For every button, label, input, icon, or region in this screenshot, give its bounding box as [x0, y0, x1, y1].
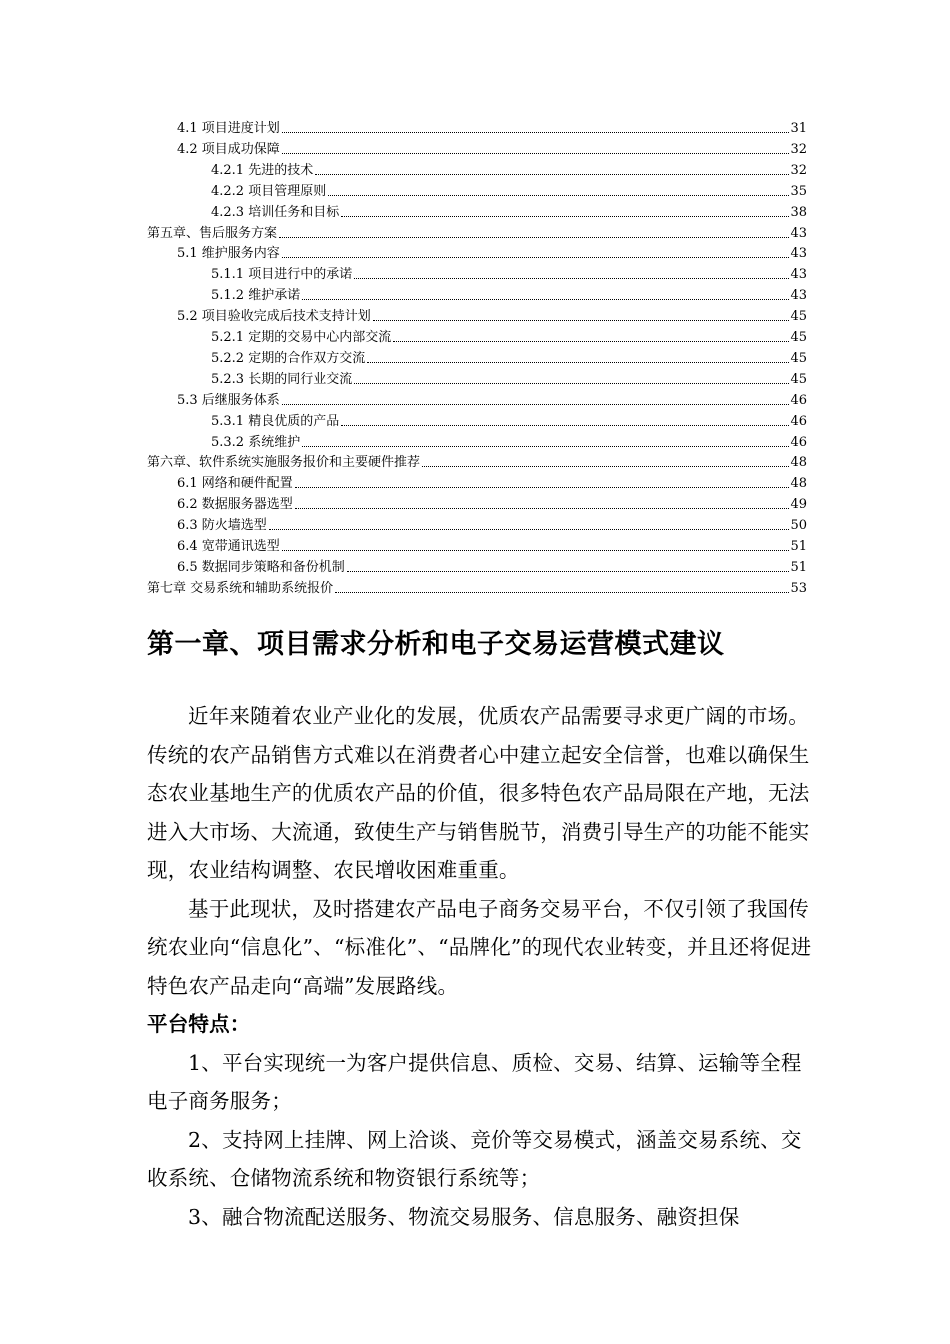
- features-heading: 平台特点：: [147, 1012, 251, 1036]
- toc-entry-label: 5.3.2 系统维护: [211, 434, 301, 450]
- toc-dot-leader: [354, 277, 789, 279]
- toc-page-number: 45: [790, 371, 807, 387]
- toc-entry[interactable]: [211, 158, 807, 178]
- toc-entry[interactable]: [211, 179, 807, 199]
- toc-page-number: 46: [790, 392, 807, 408]
- paragraph: 近年来随着农业产业化的发展，优质农产品需要寻求更广阔的市场。传统的农产品销售方式难以在消费者心中建立起安全信誉，也难以确保生态农业基地生产的优质农产品的价值，很多特色农产品局限在产地，无法进入大市场、大流通，致使生产与销售脱节，消费引导生产的功能不能实现，农业结构调整、农民增收困难重重。: [147, 704, 810, 882]
- toc-dot-leader: [295, 486, 790, 488]
- toc-dot-leader: [282, 152, 790, 154]
- toc-page-number: 46: [790, 434, 807, 450]
- toc-dot-leader: [302, 298, 789, 300]
- toc-entry[interactable]: [211, 367, 807, 387]
- toc-dot-leader: [282, 131, 790, 133]
- toc-entry[interactable]: [211, 325, 807, 345]
- toc-entry-label: 5.2.3 长期的同行业交流: [211, 371, 353, 387]
- toc-page-number: 49: [790, 497, 807, 513]
- toc-page-number: 51: [790, 559, 807, 575]
- toc-entry-label: 5.2 项目验收完成后技术支持计划: [177, 309, 371, 325]
- toc-entry-label: 5.2.2 定期的合作双方交流: [211, 350, 366, 366]
- toc-page-number: 53: [790, 580, 807, 596]
- toc-entry[interactable]: [211, 200, 807, 220]
- toc-entry-label: 5.1.1 项目进行中的承诺: [211, 267, 353, 283]
- toc-page-number: 38: [790, 204, 807, 220]
- toc-page-number: 45: [790, 350, 807, 366]
- toc-page-number: 50: [790, 518, 807, 534]
- paragraph: 基于此现状，及时搭建农产品电子商务交易平台，不仅引领了我国传统农业向“信息化”、“标准化”、“品牌化”的现代农业转变，并且还将促进特色农产品走向“高端”发展路线。: [147, 896, 812, 998]
- toc-entry-label: 5.3.1 精良优质的产品: [211, 413, 340, 429]
- toc-dot-leader: [341, 424, 789, 426]
- toc-page-number: 31: [790, 121, 807, 136]
- toc-page-number: 45: [790, 330, 807, 345]
- chapter-body: [147, 697, 812, 1236]
- toc-page-number: 43: [790, 246, 807, 262]
- toc-page-number: 51: [790, 539, 807, 554]
- toc-page-number: 43: [790, 267, 807, 283]
- toc-entry[interactable]: [211, 262, 807, 282]
- toc-entry-label: 5.3 后继服务体系: [177, 392, 280, 408]
- toc-entry[interactable]: [211, 409, 807, 429]
- toc-entry[interactable]: [177, 388, 807, 408]
- toc-dot-leader: [373, 319, 790, 321]
- toc-entry-label: 第六章、软件系统实施服务报价和主要硬件推荐: [147, 455, 421, 471]
- toc-dot-leader: [295, 507, 790, 509]
- toc-entry-label: 6.3 防火墙选型: [177, 518, 267, 534]
- toc-entry-label: 4.2.3 培训任务和目标: [211, 204, 340, 220]
- toc-entry[interactable]: [211, 283, 807, 303]
- toc-entry-label: 第七章 交易系统和辅助系统报价: [147, 580, 334, 596]
- toc-dot-leader: [282, 403, 790, 405]
- toc-page-number: 48: [790, 455, 807, 471]
- toc-dot-leader: [328, 194, 789, 196]
- feature-item: 1、平台实现统一为客户提供信息、质检、交易、结算、运输等全程电子商务服务；: [147, 1050, 802, 1113]
- toc-dot-leader: [354, 382, 789, 384]
- toc-entry-label: 第五章、售后服务方案: [147, 225, 278, 241]
- toc-entry[interactable]: [177, 534, 807, 554]
- toc-page-number: 48: [790, 476, 807, 492]
- toc-dot-leader: [341, 215, 789, 217]
- toc-page-number: 43: [790, 288, 807, 304]
- toc-entry-label: 6.5 数据同步策略和备份机制: [177, 559, 345, 575]
- toc-dot-leader: [302, 445, 789, 447]
- toc-entry[interactable]: [177, 116, 807, 136]
- feature-item: 3、融合物流配送服务、物流交易服务、信息服务、融资担保: [188, 1204, 740, 1229]
- toc-dot-leader: [335, 591, 789, 593]
- toc-dot-leader: [279, 236, 789, 238]
- toc-entry[interactable]: [211, 430, 807, 450]
- toc-page-number: 32: [790, 162, 807, 178]
- toc-entry-label: 4.1 项目进度计划: [177, 121, 280, 136]
- toc-page-number: 45: [790, 309, 807, 325]
- toc-entry-label: 5.1.2 维护承诺: [211, 288, 301, 304]
- toc-dot-leader: [282, 256, 790, 258]
- chapter-title: 第一章、项目需求分析和电子交易运营模式建议: [147, 629, 725, 660]
- toc-entry[interactable]: [211, 346, 807, 366]
- toc-entry[interactable]: [177, 304, 807, 324]
- toc-entry-label: 6.2 数据服务器选型: [177, 497, 293, 513]
- toc-entry[interactable]: [177, 492, 807, 512]
- toc-entry-label: 4.2.1 先进的技术: [211, 162, 314, 178]
- toc-entry[interactable]: [177, 555, 807, 575]
- feature-item: 2、支持网上挂牌、网上洽谈、竞价等交易模式，涵盖交易系统、交收系统、仓储物流系统和物资银行系统等；: [147, 1127, 802, 1190]
- toc-page-number: 32: [790, 141, 807, 157]
- toc-page-number: 43: [790, 225, 807, 241]
- toc-entry-label: 4.2 项目成功保障: [177, 141, 280, 157]
- toc-page-number: 35: [790, 183, 807, 199]
- toc-entry-label: 5.1 维护服务内容: [177, 246, 280, 262]
- toc-entry[interactable]: [177, 471, 807, 491]
- toc-dot-leader: [269, 528, 790, 530]
- toc-page-number: 46: [790, 413, 807, 429]
- toc-dot-leader: [422, 465, 789, 467]
- toc-entry[interactable]: [147, 221, 807, 241]
- toc-dot-leader: [315, 173, 789, 175]
- toc-entry-label: 4.2.2 项目管理原则: [211, 183, 327, 199]
- toc-entry[interactable]: [147, 576, 807, 596]
- toc-entry[interactable]: [177, 513, 807, 533]
- toc-dot-leader: [393, 340, 789, 342]
- toc-dot-leader: [347, 570, 790, 572]
- toc-entry[interactable]: [177, 241, 807, 261]
- toc-entry-label: 6.1 网络和硬件配置: [177, 476, 293, 492]
- toc-entry[interactable]: [147, 450, 807, 470]
- toc-dot-leader: [367, 361, 789, 363]
- toc-entry-label: 6.4 宽带通讯选型: [177, 539, 280, 554]
- toc-dot-leader: [282, 549, 790, 551]
- toc-entry-label: 5.2.1 定期的交易中心内部交流: [211, 330, 392, 345]
- toc-entry[interactable]: [177, 137, 807, 157]
